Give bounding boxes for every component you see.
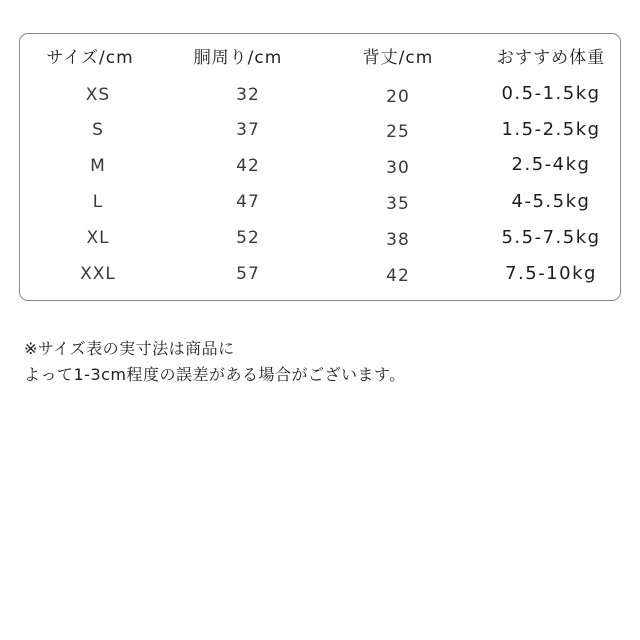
length-cell: 20 — [386, 87, 410, 107]
length-cell: 30 — [386, 158, 410, 178]
header-length: 背丈/cm — [362, 48, 434, 68]
size-cell: XL — [86, 228, 110, 248]
girth-cell: 42 — [236, 156, 260, 176]
weight-cell: 5.5-7.5kg — [501, 227, 601, 248]
header-girth: 胴周り/cm — [193, 48, 283, 68]
size-cell: M — [90, 156, 106, 176]
header-weight: おすすめ体重 — [496, 48, 606, 68]
girth-cell: 37 — [236, 120, 260, 140]
girth-cell: 32 — [236, 85, 260, 105]
girth-cell: 52 — [236, 228, 260, 248]
size-cell: L — [92, 192, 104, 212]
girth-cell: 47 — [236, 192, 260, 212]
length-cell: 25 — [386, 122, 410, 142]
size-cell: S — [92, 120, 104, 140]
girth-cell: 57 — [236, 264, 260, 284]
length-cell: 42 — [386, 266, 410, 286]
weight-cell: 2.5-4kg — [511, 154, 591, 175]
weight-cell: 7.5-10kg — [505, 263, 597, 284]
length-cell: 35 — [386, 194, 410, 214]
note-line-1: ※サイズ表の実寸法は商品に — [24, 339, 235, 358]
size-cell: XS — [85, 85, 111, 105]
weight-cell: 4-5.5kg — [511, 191, 591, 212]
length-cell: 38 — [386, 230, 410, 250]
weight-cell: 0.5-1.5kg — [501, 83, 601, 104]
note-line-2: よって1-3cm程度の誤差がある場合がございます。 — [24, 365, 406, 384]
weight-cell: 1.5-2.5kg — [501, 119, 601, 140]
header-size: サイズ/cm — [46, 48, 134, 68]
size-cell: XXL — [80, 264, 116, 284]
